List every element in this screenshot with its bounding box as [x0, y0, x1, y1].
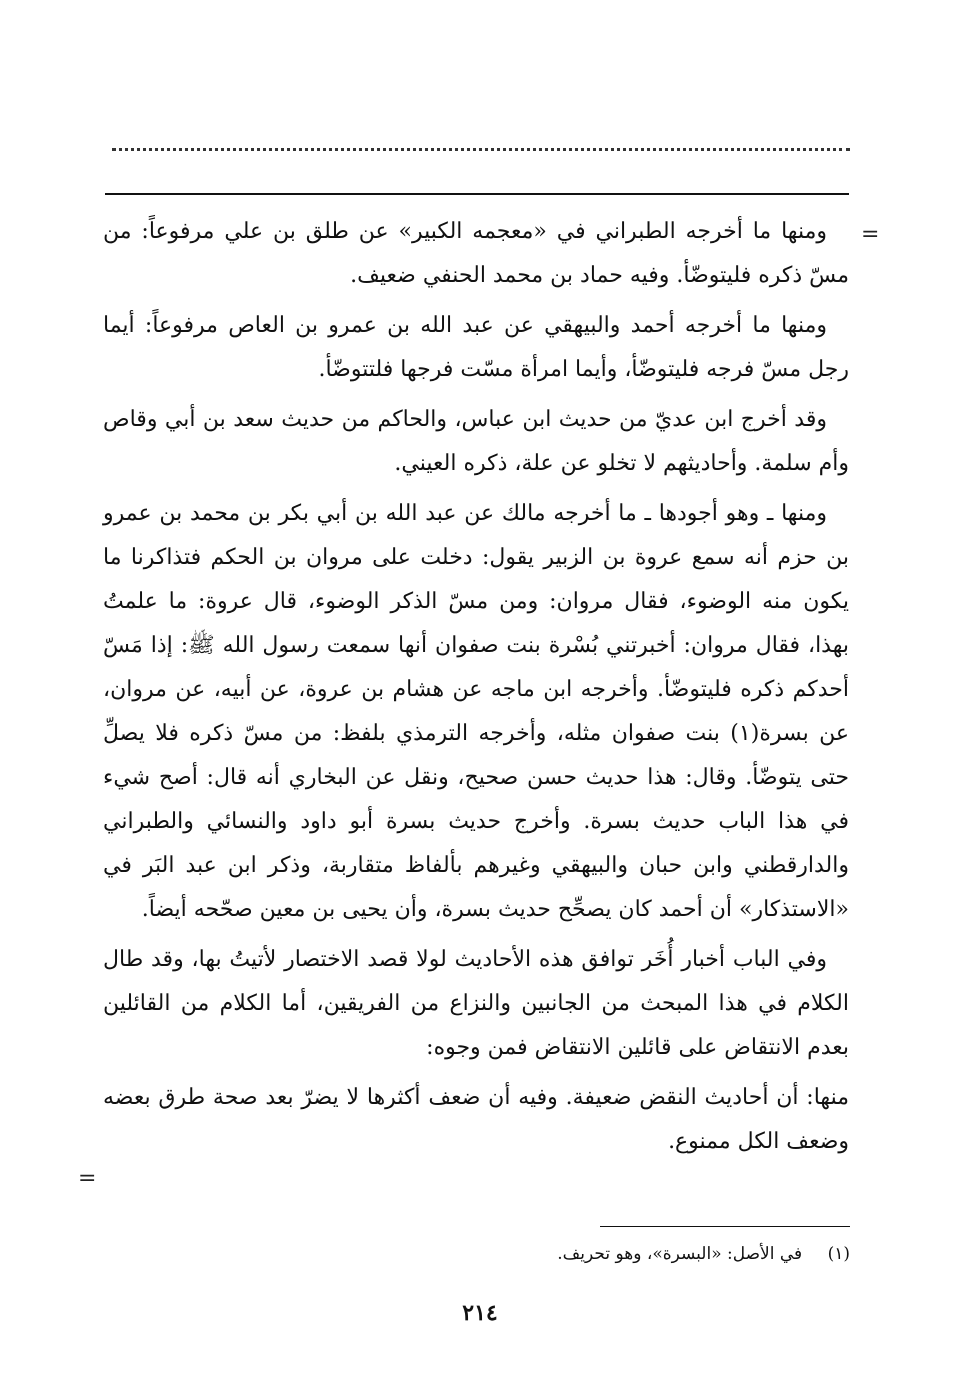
- paragraph-4: ومنها ـ وهو أجودها ـ ما أخرجه مالك عن عبد الله بن أبي بكر بن محمد بن عمرو بن حزم أنه سمع عروة بن الزبير يقول: دخلت على مروان بن الحكم فتذاكرنا ما يكون منه الوضوء، فقال مروان: ومن مسّ الذكر الوضوء، قال عروة: ما علمتُ بهذا، فقال مروان: أخبرتني بُسْرة بنت صفوان أنها سمعت رسول الله ﷺ: إذا مَسّ أحدكم ذكره فليتوضّأ. وأخرجه ابن ماجه عن هشام بن عروة، عن أبيه، عن مروان، عن بسرة(١) بنت صفوان مثله، وأخرجه الترمذي بلفظ: من مسّ ذكره فلا يصلِّ حتى يتوضّأ. وقال: هذا حديث حسن صحيح، ونقل عن البخاري أنه قال: أصح شيء في هذا الباب حديث بسرة. وأخرج حديث بسرة أبو داود والنسائي والطبراني والدارقطني وابن حبان والبيهقي وغيرهم بألفاظ متقاربة، وذكر ابن عبد البَر في «الاستذكار» أن أحمد كان يصحِّح حديث بسرة، وأن يحيى بن معين صحّحه أيضاً.: [103, 501, 849, 922]
- paragraph-6: منها: أن أحاديث النقض ضعيفة. وفيه أن ضعف أكثرها لا يضرّ بعد صحة طرق بعضه وضعف الكل ممنوع.: [103, 1085, 849, 1154]
- footnote-text: في الأصل: «البسرة»، وهو تحريف.: [557, 1244, 803, 1264]
- top-rule: [105, 193, 849, 195]
- paragraph-1: ومنها ما أخرجه الطبراني في «معجمه الكبير» عن طلق بن علي مرفوعاً: من مسّ ذكره فليتوضّأ. وفيه حماد بن محمد الحنفي ضعيف.: [103, 219, 849, 288]
- paragraph-5: وفي الباب أخبار أُخَر توافق هذه الأحاديث لولا قصد الاختصار لأتيتُ بها، وقد طال الكلام في هذا المبحث من الجانبين والنزاع من الفريقين، أما الكلام من القائلين بعدم الانتقاض على قائلين الانتقاض فمن وجوه:: [103, 947, 849, 1060]
- page-number: ٢١٤: [462, 1300, 498, 1326]
- footnote: [300, 1240, 850, 1268]
- body-text: [103, 210, 849, 1170]
- header-dotted-line: [112, 148, 850, 153]
- margin-mark-top: =: [861, 222, 880, 247]
- paragraph-3: وقد أخرج ابن عديّ من حديث ابن عباس، والحاكم من حديث سعد بن أبي وقاص وأم سلمة. وأحاديثهم لا تخلو عن علة، ذكره العيني.: [103, 407, 849, 476]
- margin-mark-bottom: =: [78, 1166, 97, 1191]
- footnote-number: (١): [827, 1244, 850, 1264]
- footnote-rule: [600, 1226, 850, 1227]
- paragraph-2: ومنها ما أخرجه أحمد والبيهقي عن عبد الله بن عمرو بن العاص مرفوعاً: أيما رجل مسّ فرجه فليتوضّأ، وأيما امرأة مسّت فرجها فلتتوضّأ.: [103, 313, 849, 382]
